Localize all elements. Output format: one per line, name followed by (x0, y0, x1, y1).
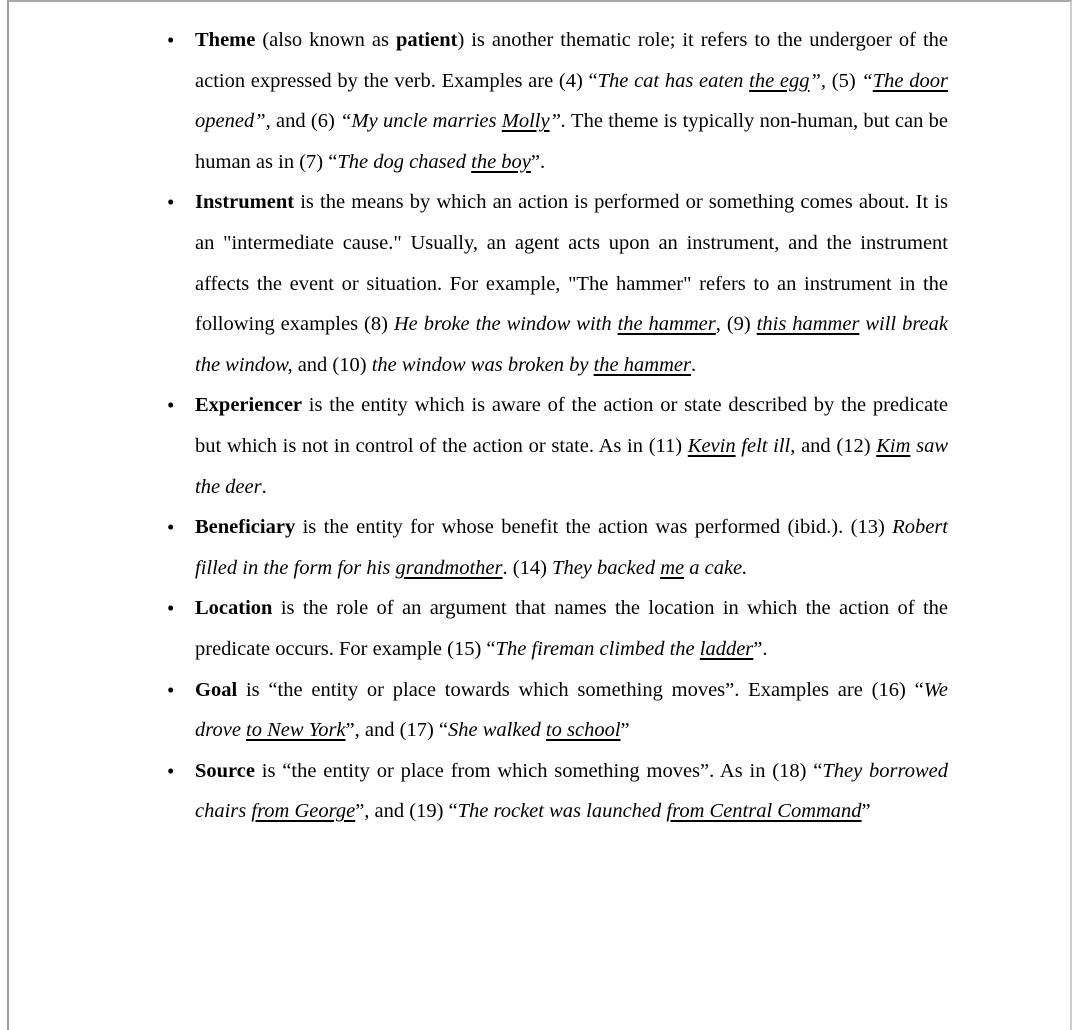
text-run: ”, and (19) “ (355, 800, 458, 823)
text-run: and (6) (270, 110, 341, 133)
text-run: (5) (826, 69, 862, 92)
text-run: ”. (530, 150, 546, 173)
text-run: ”, (809, 69, 827, 92)
text-run: Theme (195, 29, 256, 51)
text-run: ”, and (17) “ (345, 719, 448, 742)
text-run: The door (872, 69, 948, 92)
text-run: is the role of an argument that names the location in which the action of the predicate occurs. For example (15) “ (195, 597, 948, 660)
text-run: (also known as (255, 29, 396, 51)
text-run: . (690, 353, 697, 376)
text-run: , and (12) (790, 434, 877, 457)
text-run: saw the deer (195, 434, 948, 498)
text-run: The fireman climbed the (495, 637, 700, 660)
text-run: The rocket was launched (457, 800, 667, 823)
text-run: this hammer (756, 313, 860, 336)
text-run: and (10) (292, 353, 372, 376)
text-run: Experiencer (195, 394, 303, 417)
text-run: The dog chased (337, 150, 472, 173)
text-run: The cat has eaten (597, 69, 750, 92)
text-run: ” (620, 719, 630, 742)
text-run: Beneficiary (195, 516, 296, 539)
text-run: ”. (549, 110, 567, 133)
text-run: a cake. (684, 556, 748, 579)
text-run: He broke the window with (393, 313, 618, 336)
text-run: to school (545, 719, 621, 742)
text-run: . (14) (502, 556, 553, 579)
text-run: grandmother (395, 556, 503, 579)
text-run: is the entity which is aware of the action or state described by the predicate but which is not in control of the action or state. As in (11) (195, 394, 948, 457)
text-run: “My uncle marries (340, 110, 502, 133)
thematic-roles-bullet-list (9, 2, 1070, 832)
text-run: They backed (552, 556, 661, 579)
text-run: Kim (876, 434, 911, 457)
bullet-item-beneficiary (195, 507, 948, 588)
text-run: “ (861, 69, 873, 92)
text-run: Instrument (195, 191, 295, 214)
text-run: The theme is typically non-human, but can be human as in (7) “ (195, 110, 948, 173)
text-run: Source (195, 759, 255, 782)
document-page (7, 0, 1072, 1030)
text-run: ”. (753, 637, 768, 660)
text-run: Kevin (687, 434, 736, 457)
text-run: me (660, 556, 685, 579)
text-run: ladder (699, 637, 754, 660)
text-run: opened”, (195, 110, 271, 133)
text-run: . (261, 475, 267, 498)
text-run: the hammer (593, 353, 691, 376)
text-run: to New York (246, 719, 346, 742)
text-run: from Central Command (666, 800, 862, 823)
text-run: Robert filled in the form for his (195, 516, 948, 579)
text-run: Molly (501, 110, 550, 133)
text-run: the boy (471, 150, 531, 173)
bullet-item-theme (195, 20, 948, 182)
bullet-item-instrument (195, 182, 948, 385)
text-run: the window was broken by (371, 353, 594, 376)
text-run: will break the window, (195, 313, 948, 376)
text-run: They borrowed chairs (195, 759, 948, 823)
text-run: the egg (749, 69, 810, 92)
text-run: is “the entity or place from which something moves”. As in (18) “ (254, 759, 823, 782)
bullet-item-location (195, 588, 948, 669)
text-run: patient (395, 29, 458, 51)
text-run: is the means by which an action is performed or something comes about. It is an "intermediate cause." Usually, an agent acts upon an instrument, and the instrument affects the event or situation. For example, "The hammer" refers to an instrument in the following examples (8) (195, 191, 948, 336)
text-run: , (9) (715, 313, 757, 336)
text-run: We drove (195, 678, 948, 742)
text-run: She walked (448, 719, 546, 742)
text-run: ) is another thematic role; it refers to the undergoer of the action expressed by the verb. Examples are (4) “ (195, 29, 948, 92)
text-run: felt ill (735, 434, 791, 457)
text-run: is “the entity or place towards which something moves”. Examples are (16) “ (237, 678, 924, 701)
text-run: Location (195, 597, 273, 620)
bullet-item-goal (195, 670, 948, 751)
text-run: from George (251, 800, 356, 823)
text-run: Goal (195, 678, 238, 701)
bullet-item-source (195, 751, 948, 832)
bullet-item-experiencer (195, 385, 948, 507)
text-run: is the entity for whose benefit the action was performed (ibid.). (13) (295, 516, 893, 539)
text-run: ” (861, 800, 871, 823)
text-run: the hammer (617, 313, 716, 336)
